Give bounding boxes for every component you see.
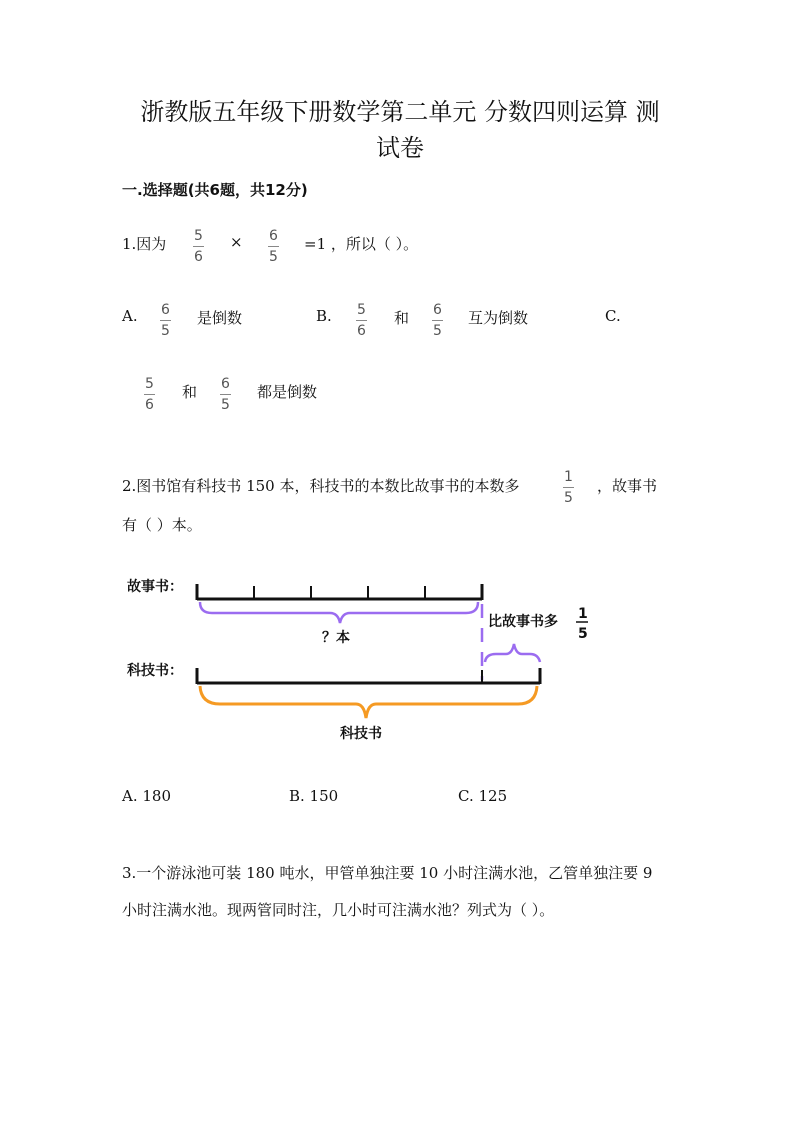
more-frac-numerator: 1 [578, 606, 588, 622]
denominator: 6 [145, 397, 154, 413]
story-brace [200, 602, 478, 623]
q1-option-a-fraction [160, 302, 171, 339]
numerator: 6 [433, 302, 442, 318]
q2-line1: 2.图书馆有科技书 150 本，科技书的本数比故事书的本数多 [122, 477, 520, 495]
q3-line1: 3.一个游泳池可装 180 吨水，甲管单独注要 10 小时注满水池，乙管单独注要 9 [122, 864, 653, 882]
numerator: 6 [269, 228, 278, 244]
q2-option-a: A. 180 [122, 787, 171, 805]
extra-brace [485, 644, 540, 662]
q2-option-b: B. 150 [289, 787, 339, 805]
denominator: 6 [357, 323, 366, 339]
q1-suffix: =1 ，所以（ ）。 [304, 235, 419, 253]
science-book-segment [197, 668, 540, 684]
denominator: 5 [161, 323, 170, 339]
page-title: 浙教版五年级下册数学第二单元 分数四则运算 测 [140, 98, 660, 126]
q1-option-b-label: B. [316, 307, 332, 325]
q1-fraction-6-5 [268, 228, 279, 265]
times-sign: × [230, 233, 243, 251]
unknown-books-label: ？本 [322, 630, 350, 646]
numerator: 5 [194, 228, 203, 244]
q2-line2: 有（ ）本。 [122, 516, 202, 534]
story-book-label: 故事书： [127, 579, 183, 595]
more-frac-denominator: 5 [578, 626, 588, 642]
science-book-label: 科技书： [127, 663, 183, 679]
q1-prefix: 1.因为 [122, 235, 167, 253]
q3-line2: 小时注满水池。现两管同时注，几小时可注满水池？列式为（ ）。 [122, 901, 555, 919]
numerator: 5 [145, 376, 154, 392]
q1-option-b-fraction-2 [432, 302, 443, 339]
q2-fraction-1-5 [563, 469, 574, 506]
q1-option-b-text: 互为倒数 [468, 309, 529, 327]
numerator: 6 [161, 302, 170, 318]
q1-option-c-label: C. [605, 307, 621, 325]
page-title-line2: 试卷 [376, 134, 424, 162]
denominator: 5 [221, 397, 230, 413]
story-book-segment [197, 584, 482, 600]
q1-option-a-text: 是倒数 [197, 309, 243, 327]
denominator: 5 [269, 249, 278, 265]
more-than-label: 比故事书多 [488, 614, 558, 630]
q1-option-b-fraction-1 [356, 302, 367, 339]
q1-option-c-fraction-1 [144, 376, 155, 413]
q1-option-c-and: 和 [182, 383, 198, 401]
numerator: 5 [357, 302, 366, 318]
denominator: 6 [194, 249, 203, 265]
q1-option-c-text: 都是倒数 [257, 383, 318, 401]
segment-diagram [0, 560, 800, 760]
science-brace [200, 686, 537, 718]
numerator: 6 [221, 376, 230, 392]
q2-option-c: C. 125 [458, 787, 508, 805]
denominator: 5 [433, 323, 442, 339]
q1-option-a-label: A. [122, 307, 138, 325]
science-bottom-label: 科技书 [340, 726, 382, 742]
numerator: 1 [564, 469, 573, 485]
q2-line1-suffix: ，故事书 [597, 477, 658, 495]
q1-option-b-and: 和 [394, 309, 410, 327]
q1-fraction-5-6 [193, 228, 204, 265]
q1-option-c-fraction-2 [220, 376, 231, 413]
denominator: 5 [564, 490, 573, 506]
section-heading: 一.选择题(共6题，共12分) [122, 181, 308, 199]
